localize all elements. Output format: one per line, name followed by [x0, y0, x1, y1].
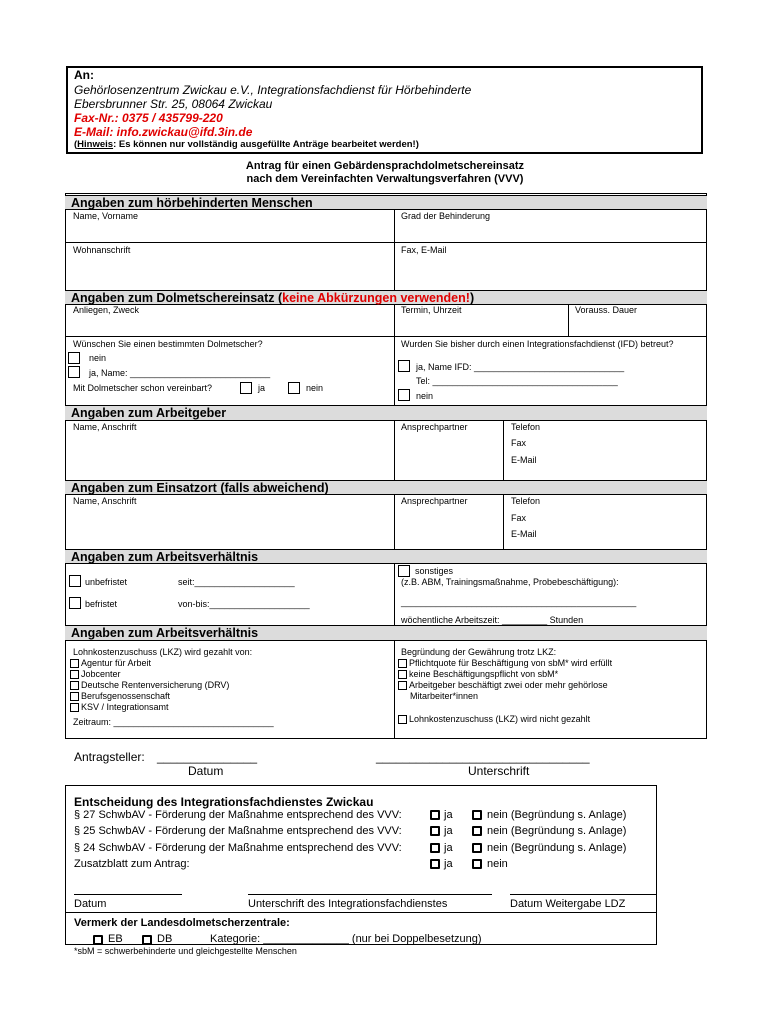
recipient-email: E-Mail: info.zwickau@ifd.3in.de	[74, 125, 253, 139]
eb-checkbox[interactable]	[93, 935, 103, 945]
decision-24-yes-label: ja	[444, 842, 453, 854]
section-employment2-heading: Angaben zum Arbeitsverhältnis	[65, 625, 707, 641]
fax-email-label: Fax, E-Mail	[401, 245, 447, 255]
ifd-signature-line[interactable]	[248, 894, 492, 895]
decision-27-yes-checkbox[interactable]	[430, 810, 440, 820]
extra-no-label: nein	[487, 858, 508, 870]
specific-yes-name-field[interactable]: ja, Name: ____________________________	[89, 368, 271, 378]
drv-label: Deutsche Rentenversicherung (DRV)	[81, 680, 230, 690]
applicant-date-line[interactable]: _______________	[157, 750, 258, 764]
specific-yes-checkbox[interactable]	[68, 366, 80, 378]
residence-label: Wohnanschrift	[73, 245, 131, 255]
extra-no-checkbox[interactable]	[472, 859, 482, 869]
footnote: *sbM = schwerbehinderte und gleichgestellte Menschen	[74, 946, 297, 956]
agreed-yes-checkbox[interactable]	[240, 382, 252, 394]
jobcenter-checkbox[interactable]	[70, 670, 79, 679]
category-field[interactable]: Kategorie: ______________ (nur bei Doppelbesetzung)	[210, 933, 482, 945]
decision-row-25: § 25 SchwbAV - Förderung der Maßnahme entsprechend des VVV:	[74, 825, 402, 837]
other-field[interactable]: _______________________________________________	[401, 597, 637, 607]
agreed-question: Mit Dolmetscher schon vereinbart?	[73, 383, 213, 393]
ksv-label: KSV / Integrationsamt	[81, 702, 169, 712]
form-title-line2: nach dem Vereinfachten Verwaltungsverfahren (VVV)	[246, 173, 524, 185]
decision-24-no-checkbox[interactable]	[472, 843, 482, 853]
decision-24-yes-checkbox[interactable]	[430, 843, 440, 853]
form-title-line1: Antrag für einen Gebärdensprachdolmetschereinsatz	[245, 160, 525, 172]
decision-25-no-checkbox[interactable]	[472, 826, 482, 836]
db-checkbox[interactable]	[142, 935, 152, 945]
recipient-address: Ebersbrunner Str. 25, 08064 Zwickau	[74, 97, 273, 111]
lkz-not-paid-checkbox[interactable]	[398, 715, 407, 724]
decision-row-27: § 27 SchwbAV - Förderung der Maßnahme entsprechend des VVV:	[74, 809, 402, 821]
location-contact-label: Ansprechpartner	[401, 496, 468, 506]
applicant-label: Antragsteller:	[74, 750, 145, 764]
employer-phone-label: Telefon	[511, 422, 541, 432]
recipient-org: Gehörlosenzentrum Zwickau e.V., Integrationsfachdienst für Hörbehinderte	[74, 83, 472, 97]
decision-27-yes-label: ja	[444, 809, 453, 821]
agentur-label: Agentur für Arbeit	[81, 658, 152, 668]
ifd-signature-caption: Unterschrift des Integrationsfachdienstes	[248, 898, 448, 910]
other-label: sonstiges	[415, 566, 454, 576]
limited-checkbox[interactable]	[69, 597, 81, 609]
deaf-employees-label: Arbeitgeber beschäftigt zwei oder mehr gehörlose	[409, 680, 608, 690]
db-label: DB	[157, 933, 173, 945]
decision-date-line[interactable]	[74, 894, 182, 895]
lkz-not-paid-label: Lohnkostenzuschuss (LKZ) wird nicht gezahlt	[409, 714, 591, 724]
ifd-yes-checkbox[interactable]	[398, 360, 410, 372]
unlimited-label: unbefristet	[85, 577, 128, 587]
disability-degree-label: Grad der Behinderung	[401, 211, 491, 221]
deaf-employees-checkbox[interactable]	[398, 681, 407, 690]
decision-24-no-label: nein (Begründung s. Anlage)	[487, 842, 627, 854]
recipient-fax: Fax-Nr.: 0375 / 435799-220	[74, 111, 223, 125]
ifd-tel-field[interactable]: Tel: _____________________________________	[416, 376, 618, 386]
other-checkbox[interactable]	[398, 565, 410, 577]
eb-label: EB	[108, 933, 123, 945]
section-location-heading: Angaben zum Einsatzort (falls abweichend)	[65, 480, 707, 495]
forward-date-line[interactable]	[510, 894, 656, 895]
period-field[interactable]: Zeitraum: ________________________________	[73, 717, 274, 727]
reason-label: Begründung der Gewährung trotz LKZ:	[401, 647, 557, 657]
quota-checkbox[interactable]	[398, 659, 407, 668]
purpose-label: Anliegen, Zweck	[73, 305, 140, 315]
decision-heading: Entscheidung des Integrationsfachdienstes Zwickau	[74, 795, 374, 809]
agreed-no-label: nein	[306, 383, 324, 393]
location-fax-label: Fax	[511, 513, 527, 523]
jobcenter-label: Jobcenter	[81, 669, 121, 679]
ifd-no-label: nein	[416, 391, 434, 401]
hint-note: (Hinweis: Es können nur vollständig ausgefüllte Anträge bearbeitet werden!)	[74, 139, 419, 150]
specific-no-checkbox[interactable]	[68, 352, 80, 364]
deaf-employees-label-cont: Mitarbeiter*innen	[410, 691, 479, 701]
unlimited-checkbox[interactable]	[69, 575, 81, 587]
ldz-heading: Vermerk der Landesdolmetscherzentrale:	[74, 917, 290, 929]
applicant-signature-caption: Unterschrift	[468, 764, 530, 778]
applicant-signature-line[interactable]: ________________________________	[376, 750, 590, 764]
employer-email-label: E-Mail	[511, 455, 537, 465]
extra-yes-label: ja	[444, 858, 453, 870]
specific-interpreter-question: Wünschen Sie einen bestimmten Dolmetscher?	[73, 339, 263, 349]
location-name-label: Name, Anschrift	[73, 496, 137, 506]
ifd-yes-name-field[interactable]: ja, Name IFD: ______________________________	[416, 362, 625, 372]
agreed-yes-label: ja	[258, 383, 266, 393]
applicant-date-caption: Datum	[188, 764, 224, 778]
employer-contact-label: Ansprechpartner	[401, 422, 468, 432]
decision-25-yes-checkbox[interactable]	[430, 826, 440, 836]
person-name-label: Name, Vorname	[73, 211, 139, 221]
date-time-label: Termin, Uhrzeit	[401, 305, 462, 315]
section-employment-heading: Angaben zum Arbeitsverhältnis	[65, 549, 707, 564]
employer-fax-label: Fax	[511, 438, 527, 448]
decision-date-caption: Datum	[74, 898, 107, 910]
no-obligation-checkbox[interactable]	[398, 670, 407, 679]
location-email-label: E-Mail	[511, 529, 537, 539]
duration-label: Vorauss. Dauer	[575, 305, 638, 315]
since-field[interactable]: seit:____________________	[178, 577, 295, 587]
to-label: An:	[74, 68, 94, 82]
ifd-no-checkbox[interactable]	[398, 389, 410, 401]
limited-label: befristet	[85, 599, 118, 609]
bg-label: Berufsgenossenschaft	[81, 691, 171, 701]
other-example: (z.B. ABM, Trainingsmaßnahme, Probebeschäftigung):	[401, 577, 619, 587]
lkz-paid-label: Lohnkostenzuschuss (LKZ) wird gezahlt von:	[73, 647, 253, 657]
ifd-question: Wurden Sie bisher durch einen Integrationsfachdienst (IFD) betreut?	[401, 339, 674, 349]
extra-yes-checkbox[interactable]	[430, 859, 440, 869]
section-assignment-heading: Angaben zum Dolmetschereinsatz (keine Abkürzungen verwenden!)	[65, 290, 707, 305]
drv-checkbox[interactable]	[70, 681, 79, 690]
decision-row-24: § 24 SchwbAV - Förderung der Maßnahme entsprechend des VVV:	[74, 842, 402, 854]
weekly-hours-field[interactable]: wöchentliche Arbeitszeit: _________ Stunden	[401, 615, 584, 625]
forward-date-caption: Datum Weitergabe LDZ	[510, 898, 626, 910]
decision-25-yes-label: ja	[444, 825, 453, 837]
agreed-no-checkbox[interactable]	[288, 382, 300, 394]
from-to-field[interactable]: von-bis:____________________	[178, 599, 310, 609]
agentur-checkbox[interactable]	[70, 659, 79, 668]
location-phone-label: Telefon	[511, 496, 541, 506]
specific-no-label: nein	[89, 353, 107, 363]
employer-name-label: Name, Anschrift	[73, 422, 137, 432]
decision-27-no-label: nein (Begründung s. Anlage)	[487, 809, 627, 821]
section-employer-heading: Angaben zum Arbeitgeber	[65, 405, 707, 421]
extra-sheet-label: Zusatzblatt zum Antrag:	[74, 858, 190, 870]
bg-checkbox[interactable]	[70, 692, 79, 701]
decision-27-no-checkbox[interactable]	[472, 810, 482, 820]
no-obligation-label: keine Beschäftigungspflicht von sbM*	[409, 669, 559, 679]
section-person-heading: Angaben zum hörbehinderten Menschen	[65, 195, 707, 210]
quota-label: Pflichtquote für Beschäftigung von sbM* wird erfüllt	[409, 658, 613, 668]
ksv-checkbox[interactable]	[70, 703, 79, 712]
decision-25-no-label: nein (Begründung s. Anlage)	[487, 825, 627, 837]
